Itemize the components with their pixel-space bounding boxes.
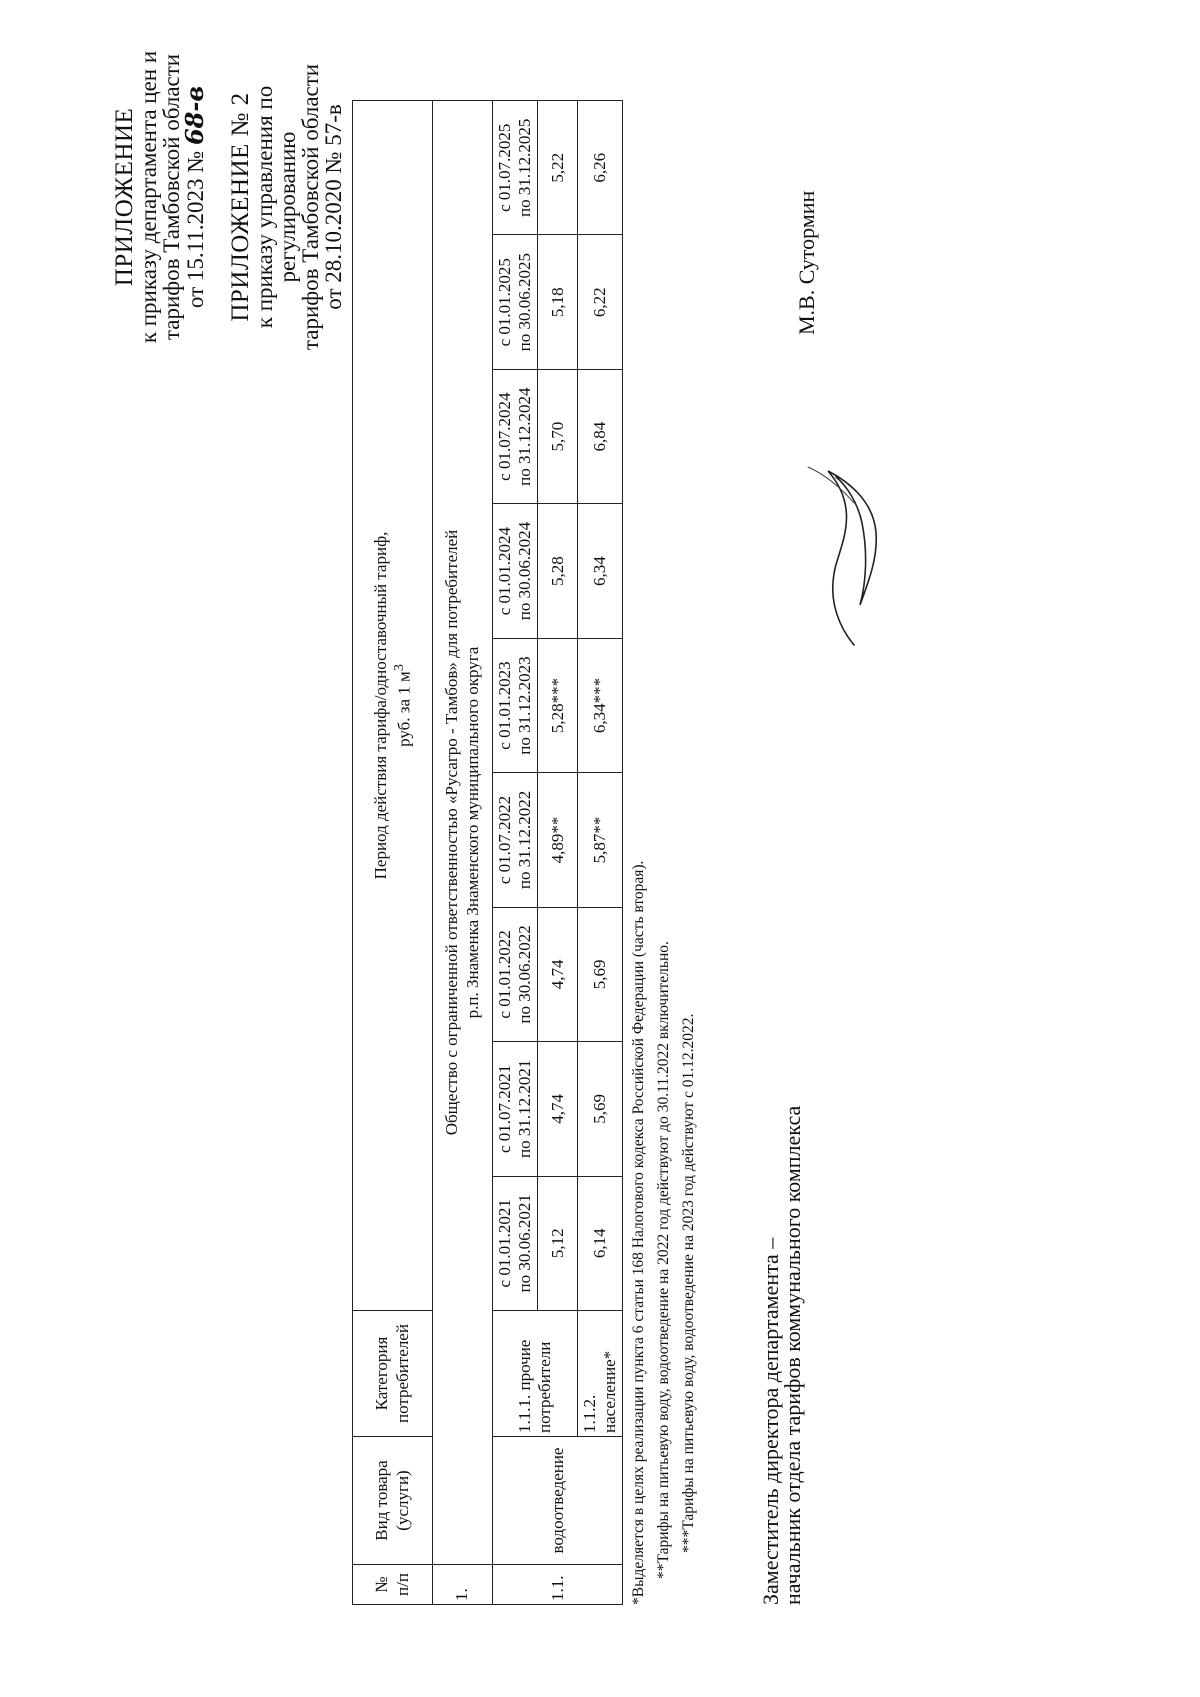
unit-superscript: 3 — [390, 664, 407, 672]
period-to: по 30.06.2024 — [515, 521, 535, 621]
tariff-value: 6,34 — [578, 504, 623, 638]
footnotes — [626, 100, 701, 1605]
tariff-value: 5,69 — [578, 1042, 623, 1176]
period-from: с 01.01.2022 — [495, 930, 514, 1019]
period-to: по 31.12.2021 — [515, 1059, 535, 1159]
col-category-header: Категория потребителей — [353, 1311, 433, 1437]
col-service-header: Вид товара (услуги) — [353, 1437, 433, 1565]
appendix-2-line-1: к приказу управления по регулированию — [252, 85, 300, 329]
appendix-2-line-2: тарифов Тамбовской области — [298, 63, 323, 351]
unit-text: руб. за 1 м — [394, 671, 414, 747]
tariff-value: 5,12 — [538, 1176, 578, 1310]
tariff-value: 6,84 — [578, 369, 623, 503]
footnote: *Выделяется в целях реализации пункта 6 статьи 168 Налогового кодекса Российской Федерации (часть вторая). — [630, 860, 647, 1605]
period-cell — [493, 369, 538, 503]
appendix-header — [112, 17, 207, 377]
period-from: с 01.07.2024 — [495, 392, 514, 481]
footnote: ***Тарифы на питьевую воду, водоотведение на 2023 год действуют с 01.12.2022. — [680, 1013, 698, 1553]
tariff-value: 5,70 — [538, 369, 578, 503]
tariff-value: 6,22 — [578, 235, 623, 369]
organization-line-2: р.п. Знаменка Знаменского муниципального округа — [462, 646, 482, 1019]
tariff-value: 5,28 — [538, 504, 578, 638]
period-cell — [493, 1176, 538, 1310]
tariff-value: 5,18 — [538, 235, 578, 369]
period-header-line-2 — [391, 104, 415, 1307]
period-from: с 01.07.2022 — [495, 795, 514, 885]
period-to: по 31.12.2025 — [515, 118, 535, 217]
period-to: по 31.12.2022 — [515, 790, 535, 890]
period-from: с 01.01.2025 — [495, 258, 514, 347]
period-cell — [493, 638, 538, 772]
period-cell — [493, 1042, 538, 1176]
period-cell — [493, 235, 538, 369]
period-from: с 01.01.2024 — [495, 526, 514, 616]
organization-line-1: Общество с ограниченной ответственностью «Русагро - Тамбов» для потребителей — [442, 529, 462, 1136]
tariff-value: 5,22 — [538, 101, 578, 236]
footnote: **Тарифы на питьевую воду, водоотведение на 2022 год действуют до 30.11.2022 включительно. — [655, 941, 673, 1579]
position-line-2: начальник отдела тарифов коммунального комплекса — [780, 1105, 805, 1605]
handwritten-order-number: 68-в — [180, 85, 209, 146]
period-to: по 30.06.2025 — [515, 253, 535, 352]
appendix-line-3 — [180, 17, 209, 377]
organization-cell — [433, 101, 493, 1565]
period-to: по 31.12.2023 — [515, 656, 535, 755]
col-number-header: № п/п — [353, 1565, 433, 1605]
tariff-value: 6,34*** — [578, 638, 623, 772]
col-period-header — [353, 101, 433, 1311]
period-from: с 01.07.2021 — [495, 1064, 514, 1153]
appendix-line-1: к приказу департамента цен и — [136, 50, 161, 344]
table-row — [578, 101, 623, 1605]
row-number: 1. — [433, 1565, 493, 1605]
appendix-line-2: тарифов Тамбовской области — [159, 53, 184, 341]
period-cell — [493, 773, 538, 907]
appendix-2-header — [228, 17, 345, 397]
tariff-value: 4,74 — [538, 1042, 578, 1176]
category-cell: 1.1.2. население* — [578, 1311, 623, 1437]
period-to: по 30.06.2021 — [515, 1194, 535, 1293]
period-from: с 01.01.2021 — [495, 1199, 514, 1288]
service-cell: водоотведение — [493, 1437, 623, 1565]
handwritten-signature-icon — [796, 463, 896, 653]
tariff-value: 5,87** — [578, 773, 623, 907]
category-cell: 1.1.1. прочие потребители — [493, 1311, 578, 1437]
tariff-value: 4,74 — [538, 907, 578, 1041]
period-cell — [493, 504, 538, 638]
period-cell — [493, 101, 538, 236]
order-date-number: от 15.11.2023 № — [183, 150, 208, 309]
period-from: с 01.07.2025 — [495, 123, 514, 212]
tariff-value: 5,69 — [578, 907, 623, 1041]
appendix-2-title: ПРИЛОЖЕНИЕ № 2 — [227, 92, 254, 322]
tariff-value: 6,26 — [578, 101, 623, 236]
tariff-table — [352, 100, 623, 1605]
signatory-name: М.В. Сутормин — [794, 190, 819, 335]
position-line-1: Заместитель директора департамента – — [758, 1237, 783, 1605]
table-header-row — [353, 101, 433, 1605]
appendix-2-line-3: от 28.10.2020 № 57-в — [321, 104, 346, 310]
periods-row — [493, 101, 538, 1605]
appendix-title: ПРИЛОЖЕНИЕ — [111, 107, 138, 287]
period-to: по 31.12.2024 — [515, 387, 535, 486]
tariff-value: 6,14 — [578, 1176, 623, 1310]
tariff-value: 4,89** — [538, 773, 578, 907]
period-cell — [493, 907, 538, 1041]
period-to: по 30.06.2022 — [515, 925, 535, 1024]
tariff-value: 5,28*** — [538, 638, 578, 772]
period-header-line-1: Период действия тарифа/одноставочный тариф, — [370, 531, 390, 880]
table-row — [433, 101, 493, 1605]
row-number: 1.1. — [493, 1565, 623, 1605]
signatory-position — [760, 1106, 804, 1605]
signature-stroke — [828, 471, 876, 645]
period-from: с 01.01.2023 — [495, 661, 514, 750]
